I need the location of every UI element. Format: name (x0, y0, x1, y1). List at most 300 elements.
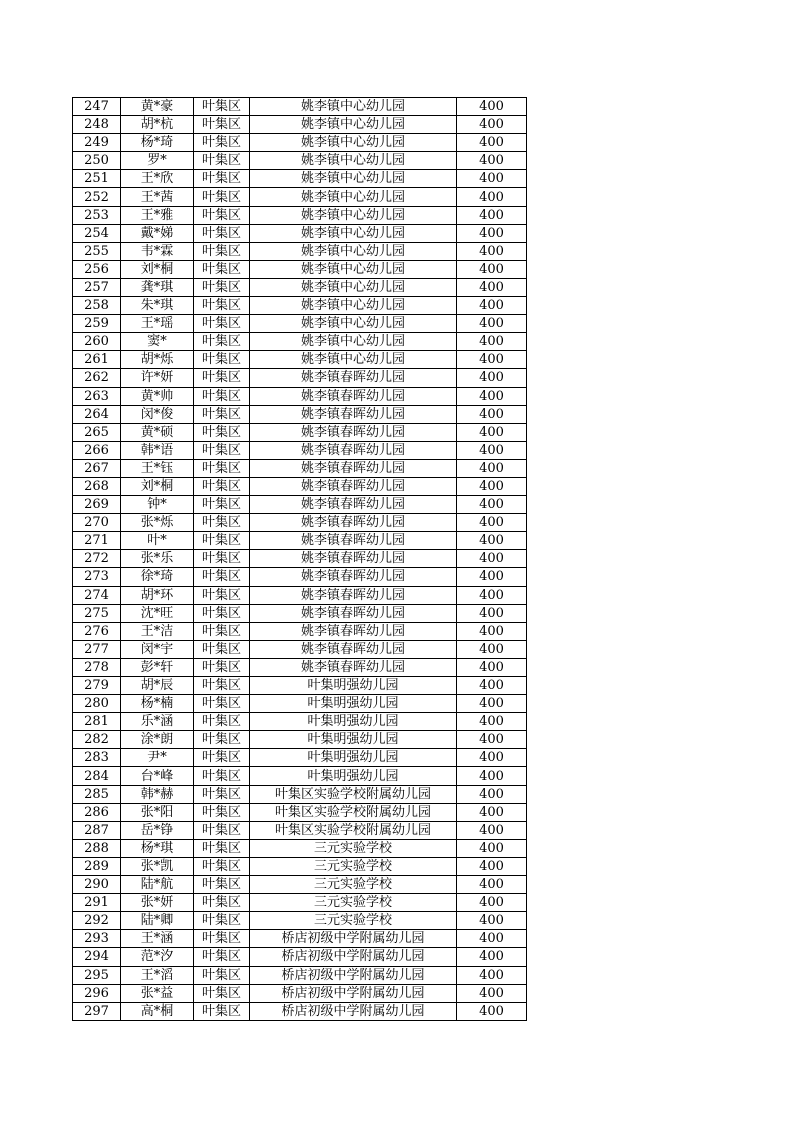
district-cell: 叶集区 (194, 930, 250, 948)
amount-cell: 400 (457, 984, 527, 1002)
row-number-cell: 278 (73, 658, 121, 676)
row-number-cell: 280 (73, 695, 121, 713)
student-name-cell: 许*妍 (121, 369, 194, 387)
row-number-cell: 271 (73, 532, 121, 550)
amount-cell: 400 (457, 586, 527, 604)
table-row (73, 586, 527, 604)
row-number-cell: 288 (73, 839, 121, 857)
row-number-cell: 257 (73, 278, 121, 296)
row-number-cell: 261 (73, 351, 121, 369)
student-name-cell: 韩*语 (121, 441, 194, 459)
student-name-cell: 张*凯 (121, 857, 194, 875)
table-row (73, 333, 527, 351)
table-row (73, 930, 527, 948)
district-cell: 叶集区 (194, 116, 250, 134)
student-name-cell: 胡*环 (121, 586, 194, 604)
row-number-cell: 281 (73, 713, 121, 731)
school-cell: 叶集明强幼儿园 (250, 731, 457, 749)
student-name-cell: 闵*宇 (121, 640, 194, 658)
school-cell: 三元实验学校 (250, 912, 457, 930)
amount-cell: 400 (457, 713, 527, 731)
school-cell: 姚李镇春晖幼儿园 (250, 532, 457, 550)
school-cell: 叶集区实验学校附属幼儿园 (250, 785, 457, 803)
amount-cell: 400 (457, 749, 527, 767)
table-row (73, 894, 527, 912)
district-cell: 叶集区 (194, 1002, 250, 1020)
school-cell: 三元实验学校 (250, 857, 457, 875)
amount-cell: 400 (457, 459, 527, 477)
table-row (73, 315, 527, 333)
school-cell: 姚李镇春晖幼儿园 (250, 586, 457, 604)
school-cell: 姚李镇中心幼儿园 (250, 206, 457, 224)
table-row (73, 532, 527, 550)
school-cell: 叶集区实验学校附属幼儿园 (250, 803, 457, 821)
table-row (73, 948, 527, 966)
amount-cell: 400 (457, 405, 527, 423)
student-name-cell: 王*涵 (121, 930, 194, 948)
district-cell: 叶集区 (194, 821, 250, 839)
student-name-cell: 胡*烁 (121, 351, 194, 369)
amount-cell: 400 (457, 767, 527, 785)
district-cell: 叶集区 (194, 948, 250, 966)
amount-cell: 400 (457, 423, 527, 441)
table-row (73, 224, 527, 242)
school-cell: 叶集明强幼儿园 (250, 713, 457, 731)
amount-cell: 400 (457, 333, 527, 351)
amount-cell: 400 (457, 695, 527, 713)
school-cell: 姚李镇中心幼儿园 (250, 170, 457, 188)
row-number-cell: 267 (73, 459, 121, 477)
amount-cell: 400 (457, 278, 527, 296)
amount-cell: 400 (457, 894, 527, 912)
school-cell: 姚李镇春晖幼儿园 (250, 459, 457, 477)
school-cell: 姚李镇春晖幼儿园 (250, 496, 457, 514)
school-cell: 桥店初级中学附属幼儿园 (250, 984, 457, 1002)
school-cell: 姚李镇中心幼儿园 (250, 98, 457, 116)
district-cell: 叶集区 (194, 514, 250, 532)
table-row (73, 477, 527, 495)
amount-cell: 400 (457, 785, 527, 803)
table-row (73, 1002, 527, 1020)
table-row (73, 876, 527, 894)
district-cell: 叶集区 (194, 532, 250, 550)
school-cell: 桥店初级中学附属幼儿园 (250, 1002, 457, 1020)
school-cell: 叶集明强幼儿园 (250, 767, 457, 785)
district-cell: 叶集区 (194, 731, 250, 749)
table-row (73, 604, 527, 622)
table-row (73, 803, 527, 821)
table-row (73, 188, 527, 206)
student-name-cell: 台*峰 (121, 767, 194, 785)
school-cell: 姚李镇春晖幼儿园 (250, 423, 457, 441)
row-number-cell: 262 (73, 369, 121, 387)
student-name-cell: 王*洁 (121, 622, 194, 640)
row-number-cell: 249 (73, 134, 121, 152)
school-cell: 桥店初级中学附属幼儿园 (250, 966, 457, 984)
row-number-cell: 277 (73, 640, 121, 658)
amount-cell: 400 (457, 224, 527, 242)
school-cell: 桥店初级中学附属幼儿园 (250, 930, 457, 948)
district-cell: 叶集区 (194, 658, 250, 676)
district-cell: 叶集区 (194, 803, 250, 821)
row-number-cell: 286 (73, 803, 121, 821)
row-number-cell: 274 (73, 586, 121, 604)
district-cell: 叶集区 (194, 785, 250, 803)
student-name-cell: 刘*桐 (121, 260, 194, 278)
table-row (73, 351, 527, 369)
district-cell: 叶集区 (194, 622, 250, 640)
table-row (73, 441, 527, 459)
student-name-cell: 闵*俊 (121, 405, 194, 423)
student-name-cell: 戴*娣 (121, 224, 194, 242)
district-cell: 叶集区 (194, 351, 250, 369)
amount-cell: 400 (457, 568, 527, 586)
district-cell: 叶集区 (194, 134, 250, 152)
row-number-cell: 263 (73, 387, 121, 405)
amount-cell: 400 (457, 930, 527, 948)
table-row (73, 731, 527, 749)
district-cell: 叶集区 (194, 839, 250, 857)
table-row (73, 206, 527, 224)
table-row (73, 134, 527, 152)
table-row (73, 496, 527, 514)
school-cell: 叶集区实验学校附属幼儿园 (250, 821, 457, 839)
school-cell: 姚李镇中心幼儿园 (250, 297, 457, 315)
school-cell: 姚李镇中心幼儿园 (250, 116, 457, 134)
amount-cell: 400 (457, 658, 527, 676)
amount-cell: 400 (457, 152, 527, 170)
row-number-cell: 251 (73, 170, 121, 188)
row-number-cell: 275 (73, 604, 121, 622)
row-number-cell: 264 (73, 405, 121, 423)
district-cell: 叶集区 (194, 224, 250, 242)
school-cell: 姚李镇中心幼儿园 (250, 188, 457, 206)
school-cell: 姚李镇春晖幼儿园 (250, 514, 457, 532)
school-cell: 姚李镇中心幼儿园 (250, 333, 457, 351)
school-cell: 姚李镇中心幼儿园 (250, 351, 457, 369)
student-name-cell: 罗* (121, 152, 194, 170)
district-cell: 叶集区 (194, 188, 250, 206)
row-number-cell: 270 (73, 514, 121, 532)
school-cell: 姚李镇春晖幼儿园 (250, 622, 457, 640)
district-cell: 叶集区 (194, 550, 250, 568)
table-row (73, 640, 527, 658)
row-number-cell: 247 (73, 98, 121, 116)
school-cell: 姚李镇春晖幼儿园 (250, 387, 457, 405)
student-name-cell: 王*滔 (121, 966, 194, 984)
student-name-cell: 黄*帅 (121, 387, 194, 405)
row-number-cell: 272 (73, 550, 121, 568)
table-row (73, 152, 527, 170)
table-row (73, 459, 527, 477)
school-cell: 姚李镇春晖幼儿园 (250, 369, 457, 387)
row-number-cell: 290 (73, 876, 121, 894)
amount-cell: 400 (457, 477, 527, 495)
table-row (73, 622, 527, 640)
district-cell: 叶集区 (194, 857, 250, 875)
table-row (73, 857, 527, 875)
student-name-cell: 彭*轩 (121, 658, 194, 676)
student-name-cell: 王*欣 (121, 170, 194, 188)
school-cell: 三元实验学校 (250, 876, 457, 894)
row-number-cell: 276 (73, 622, 121, 640)
amount-cell: 400 (457, 550, 527, 568)
amount-cell: 400 (457, 387, 527, 405)
amount-cell: 400 (457, 98, 527, 116)
student-name-cell: 刘*桐 (121, 477, 194, 495)
district-cell: 叶集区 (194, 568, 250, 586)
data-table (72, 97, 527, 1021)
table-row (73, 423, 527, 441)
student-name-cell: 钟* (121, 496, 194, 514)
student-name-cell: 岳*铮 (121, 821, 194, 839)
district-cell: 叶集区 (194, 98, 250, 116)
district-cell: 叶集区 (194, 242, 250, 260)
student-name-cell: 陆*航 (121, 876, 194, 894)
school-cell: 姚李镇中心幼儿园 (250, 278, 457, 296)
district-cell: 叶集区 (194, 387, 250, 405)
student-name-cell: 龚*琪 (121, 278, 194, 296)
table-row (73, 260, 527, 278)
amount-cell: 400 (457, 876, 527, 894)
amount-cell: 400 (457, 496, 527, 514)
school-cell: 三元实验学校 (250, 894, 457, 912)
student-name-cell: 陆*卿 (121, 912, 194, 930)
table-row (73, 695, 527, 713)
amount-cell: 400 (457, 134, 527, 152)
row-number-cell: 265 (73, 423, 121, 441)
district-cell: 叶集区 (194, 695, 250, 713)
school-cell: 姚李镇中心幼儿园 (250, 315, 457, 333)
district-cell: 叶集区 (194, 767, 250, 785)
row-number-cell: 294 (73, 948, 121, 966)
row-number-cell: 259 (73, 315, 121, 333)
school-cell: 叶集明强幼儿园 (250, 749, 457, 767)
table-row (73, 550, 527, 568)
row-number-cell: 248 (73, 116, 121, 134)
school-cell: 姚李镇春晖幼儿园 (250, 441, 457, 459)
school-cell: 姚李镇中心幼儿园 (250, 242, 457, 260)
row-number-cell: 256 (73, 260, 121, 278)
amount-cell: 400 (457, 514, 527, 532)
district-cell: 叶集区 (194, 297, 250, 315)
table-row (73, 966, 527, 984)
school-cell: 姚李镇春晖幼儿园 (250, 640, 457, 658)
amount-cell: 400 (457, 188, 527, 206)
student-name-cell: 叶* (121, 532, 194, 550)
row-number-cell: 284 (73, 767, 121, 785)
district-cell: 叶集区 (194, 496, 250, 514)
student-name-cell: 王*茜 (121, 188, 194, 206)
school-cell: 姚李镇春晖幼儿园 (250, 604, 457, 622)
school-cell: 叶集明强幼儿园 (250, 677, 457, 695)
amount-cell: 400 (457, 622, 527, 640)
student-name-cell: 韦*霖 (121, 242, 194, 260)
school-cell: 姚李镇春晖幼儿园 (250, 568, 457, 586)
district-cell: 叶集区 (194, 459, 250, 477)
school-cell: 姚李镇中心幼儿园 (250, 224, 457, 242)
amount-cell: 400 (457, 731, 527, 749)
table-row (73, 839, 527, 857)
row-number-cell: 285 (73, 785, 121, 803)
district-cell: 叶集区 (194, 333, 250, 351)
amount-cell: 400 (457, 839, 527, 857)
row-number-cell: 287 (73, 821, 121, 839)
school-cell: 姚李镇中心幼儿园 (250, 134, 457, 152)
table-row (73, 514, 527, 532)
district-cell: 叶集区 (194, 278, 250, 296)
row-number-cell: 295 (73, 966, 121, 984)
amount-cell: 400 (457, 297, 527, 315)
table-row (73, 242, 527, 260)
amount-cell: 400 (457, 640, 527, 658)
district-cell: 叶集区 (194, 423, 250, 441)
row-number-cell: 283 (73, 749, 121, 767)
student-name-cell: 涂*朗 (121, 731, 194, 749)
table-row (73, 297, 527, 315)
row-number-cell: 269 (73, 496, 121, 514)
district-cell: 叶集区 (194, 749, 250, 767)
row-number-cell: 289 (73, 857, 121, 875)
student-name-cell: 沈*旺 (121, 604, 194, 622)
school-cell: 桥店初级中学附属幼儿园 (250, 948, 457, 966)
student-name-cell: 韩*赫 (121, 785, 194, 803)
student-name-cell: 胡*辰 (121, 677, 194, 695)
row-number-cell: 255 (73, 242, 121, 260)
student-name-cell: 乐*涵 (121, 713, 194, 731)
row-number-cell: 282 (73, 731, 121, 749)
district-cell: 叶集区 (194, 894, 250, 912)
table-row (73, 387, 527, 405)
table-row (73, 568, 527, 586)
school-cell: 叶集明强幼儿园 (250, 695, 457, 713)
table-row (73, 912, 527, 930)
school-cell: 姚李镇中心幼儿园 (250, 260, 457, 278)
table-row (73, 749, 527, 767)
table-row (73, 677, 527, 695)
table-row (73, 785, 527, 803)
student-name-cell: 张*妍 (121, 894, 194, 912)
amount-cell: 400 (457, 604, 527, 622)
amount-cell: 400 (457, 369, 527, 387)
student-name-cell: 尹* (121, 749, 194, 767)
row-number-cell: 266 (73, 441, 121, 459)
school-cell: 姚李镇春晖幼儿园 (250, 405, 457, 423)
table-row (73, 405, 527, 423)
table-row (73, 984, 527, 1002)
district-cell: 叶集区 (194, 170, 250, 188)
student-name-cell: 杨*楠 (121, 695, 194, 713)
table-row (73, 278, 527, 296)
amount-cell: 400 (457, 1002, 527, 1020)
row-number-cell: 296 (73, 984, 121, 1002)
student-name-cell: 王*雅 (121, 206, 194, 224)
district-cell: 叶集区 (194, 984, 250, 1002)
district-cell: 叶集区 (194, 713, 250, 731)
student-name-cell: 徐*琦 (121, 568, 194, 586)
student-name-cell: 黄*硕 (121, 423, 194, 441)
row-number-cell: 273 (73, 568, 121, 586)
row-number-cell: 253 (73, 206, 121, 224)
row-number-cell: 252 (73, 188, 121, 206)
row-number-cell: 258 (73, 297, 121, 315)
student-name-cell: 张*烁 (121, 514, 194, 532)
student-name-cell: 杨*琪 (121, 839, 194, 857)
school-cell: 三元实验学校 (250, 839, 457, 857)
district-cell: 叶集区 (194, 876, 250, 894)
amount-cell: 400 (457, 206, 527, 224)
student-name-cell: 张*益 (121, 984, 194, 1002)
table-row (73, 170, 527, 188)
district-cell: 叶集区 (194, 586, 250, 604)
row-number-cell: 260 (73, 333, 121, 351)
table-row (73, 98, 527, 116)
school-cell: 姚李镇春晖幼儿园 (250, 477, 457, 495)
amount-cell: 400 (457, 116, 527, 134)
amount-cell: 400 (457, 948, 527, 966)
row-number-cell: 297 (73, 1002, 121, 1020)
table-body (73, 98, 527, 1021)
district-cell: 叶集区 (194, 604, 250, 622)
district-cell: 叶集区 (194, 369, 250, 387)
student-name-cell: 王*钰 (121, 459, 194, 477)
district-cell: 叶集区 (194, 405, 250, 423)
row-number-cell: 293 (73, 930, 121, 948)
amount-cell: 400 (457, 260, 527, 278)
row-number-cell: 254 (73, 224, 121, 242)
student-name-cell: 高*桐 (121, 1002, 194, 1020)
district-cell: 叶集区 (194, 260, 250, 278)
amount-cell: 400 (457, 532, 527, 550)
district-cell: 叶集区 (194, 640, 250, 658)
amount-cell: 400 (457, 677, 527, 695)
school-cell: 姚李镇春晖幼儿园 (250, 658, 457, 676)
school-cell: 姚李镇春晖幼儿园 (250, 550, 457, 568)
table-row (73, 821, 527, 839)
amount-cell: 400 (457, 966, 527, 984)
row-number-cell: 292 (73, 912, 121, 930)
district-cell: 叶集区 (194, 315, 250, 333)
amount-cell: 400 (457, 803, 527, 821)
school-cell: 姚李镇中心幼儿园 (250, 152, 457, 170)
row-number-cell: 291 (73, 894, 121, 912)
amount-cell: 400 (457, 170, 527, 188)
district-cell: 叶集区 (194, 441, 250, 459)
amount-cell: 400 (457, 351, 527, 369)
row-number-cell: 268 (73, 477, 121, 495)
student-name-cell: 杨*琦 (121, 134, 194, 152)
student-name-cell: 黄*豪 (121, 98, 194, 116)
student-name-cell: 窦* (121, 333, 194, 351)
amount-cell: 400 (457, 912, 527, 930)
amount-cell: 400 (457, 242, 527, 260)
district-cell: 叶集区 (194, 966, 250, 984)
table-row (73, 116, 527, 134)
district-cell: 叶集区 (194, 206, 250, 224)
table-row (73, 713, 527, 731)
amount-cell: 400 (457, 315, 527, 333)
table-row (73, 369, 527, 387)
row-number-cell: 250 (73, 152, 121, 170)
district-cell: 叶集区 (194, 477, 250, 495)
row-number-cell: 279 (73, 677, 121, 695)
district-cell: 叶集区 (194, 677, 250, 695)
table-row (73, 767, 527, 785)
amount-cell: 400 (457, 857, 527, 875)
student-name-cell: 张*阳 (121, 803, 194, 821)
amount-cell: 400 (457, 821, 527, 839)
district-cell: 叶集区 (194, 152, 250, 170)
